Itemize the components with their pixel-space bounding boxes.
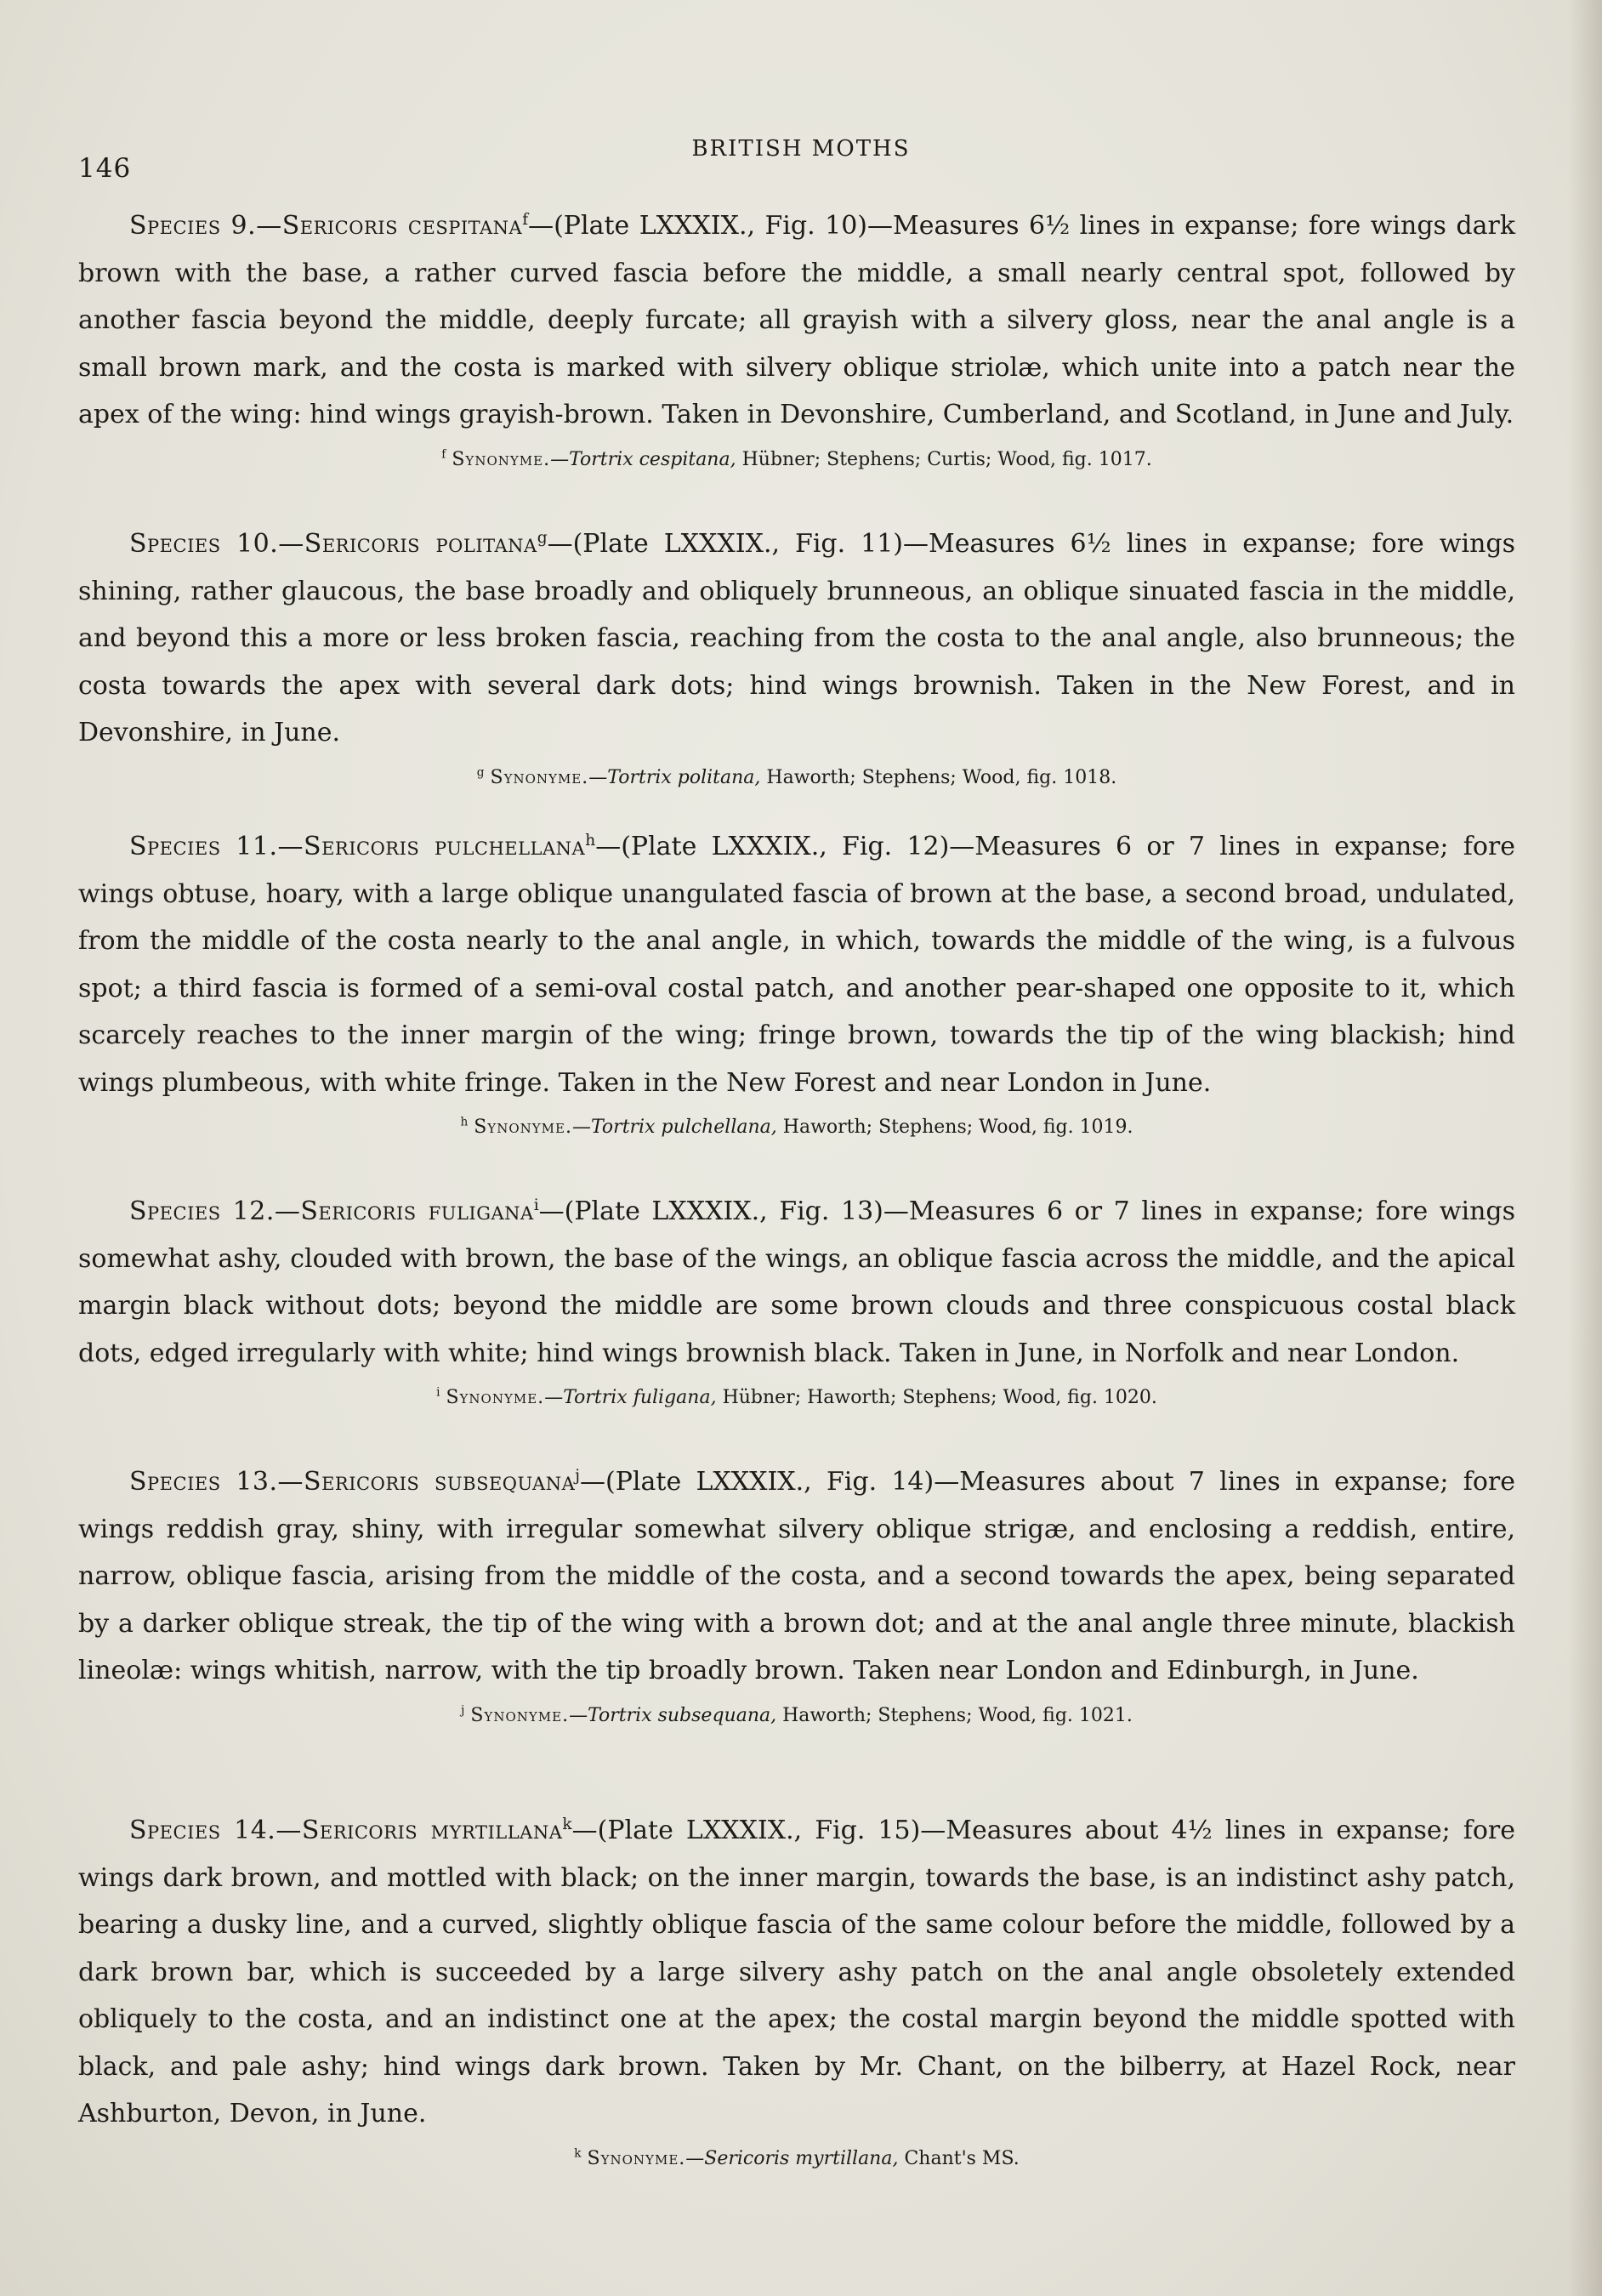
page-number: 146 [78, 153, 132, 184]
synonyme-mark: i [436, 1385, 440, 1400]
species-description [78, 1458, 1515, 1695]
footnote-mark: h [585, 832, 596, 850]
species-name: —Sericoris fuligana [274, 1196, 534, 1226]
species-name: —Sericoris subsequana [277, 1467, 576, 1497]
species-entry [78, 823, 1515, 1142]
species-label: Species 14. [129, 1816, 276, 1845]
synonyme-label: Synonyme. [474, 1117, 572, 1138]
species-description [78, 1188, 1515, 1377]
synonyme-mark: f [441, 447, 446, 462]
running-head: BRITISH MOTHS [691, 136, 911, 162]
synonyme-footnote [78, 1384, 1515, 1412]
species-entry [78, 202, 1515, 475]
synonyme-mark: j [461, 1703, 465, 1718]
species-text: —(Plate LXXXIX., Fig. 11)—Measures 6½ lines in expanse; fore wings shining, rather glaucous, the base broadly and obliquely brunneous, an oblique sinuated fascia in the middle, and beyond this a more or less broken fascia, reaching from the costa to the anal angle, also brunneous; the costa towards the apex with several dark dots; hind wings brownish. Taken in the New Forest, and in Devonshire, in June. [78, 529, 1515, 747]
species-description [78, 1807, 1515, 2138]
synonyme-refs: Chant's MS. [904, 2147, 1020, 2169]
species-description [78, 823, 1515, 1106]
footnote-mark: j [575, 1467, 581, 1485]
synonyme-footnote [78, 1113, 1515, 1142]
species-name: —Sericoris cespitana [256, 211, 523, 241]
species-label: Species 11. [129, 832, 278, 861]
synonyme-mark: g [476, 765, 485, 780]
footnote-mark: g [537, 529, 548, 547]
synonyme-name: —Tortrix fuligana, [544, 1387, 717, 1408]
species-label: Species 13. [129, 1467, 278, 1497]
species-name: —Sericoris pulchellana [277, 832, 586, 861]
synonyme-name: —Tortrix subsequana, [569, 1704, 777, 1726]
footnote-mark: f [522, 211, 529, 229]
synonyme-refs: Hübner; Haworth; Stephens; Wood, fig. 1020. [722, 1387, 1157, 1408]
synonyme-refs: Hübner; Stephens; Curtis; Wood, fig. 1017. [741, 448, 1152, 470]
species-text: —(Plate LXXXIX., Fig. 10)—Measures 6½ lines in expanse; fore wings dark brown with the base, a rather curved fascia before the middle, a small nearly central spot, followed by another fascia beyond the middle, deeply furcate; all grayish with a silvery gloss, near the anal angle is a small brown mark, and the costa is marked with silvery oblique striolæ, which unite into a patch near the apex of the wing: hind wings grayish-brown. Taken in Devonshire, Cumberland, and Scotland, in June and July. [78, 211, 1515, 429]
synonyme-label: Synonyme. [446, 1387, 545, 1408]
synonyme-label: Synonyme. [470, 1704, 570, 1726]
species-name: —Sericoris politana [278, 529, 537, 559]
synonyme-label: Synonyme. [490, 766, 589, 788]
species-label: Species 12. [129, 1196, 275, 1226]
synonyme-mark: k [574, 2146, 582, 2161]
synonyme-name: —Tortrix cespitana, [550, 448, 736, 470]
synonyme-mark: h [460, 1115, 469, 1129]
synonyme-footnote [78, 1702, 1515, 1731]
species-description [78, 520, 1515, 757]
synonyme-footnote [78, 764, 1515, 793]
species-label: Species 10. [129, 529, 279, 559]
footnote-mark: k [562, 1816, 572, 1833]
species-entry [78, 1188, 1515, 1412]
synonyme-footnote [78, 446, 1515, 475]
synonyme-label: Synonyme. [452, 448, 551, 470]
species-entry [78, 520, 1515, 793]
species-text: —(Plate LXXXIX., Fig. 15)—Measures about 4½ lines in expanse; fore wings dark brown, and mottled with black; on the inner margin, towards the base, is an indistinct ashy patch, bearing a dusky line, and a curved, slightly oblique fascia of the same colour before the middle, followed by a dark brown bar, which is succeeded by a large silvery ashy patch on the anal angle obsoletely extended obliquely to the costa, and an indistinct one at the apex; the costal margin beyond the middle spotted with black, and pale ashy; hind wings dark brown. Taken by Mr. Chant, on the bilberry, at Hazel Rock, near Ashburton, Devon, in June. [78, 1816, 1516, 2128]
species-text: —(Plate LXXXIX., Fig. 12)—Measures 6 or 7 lines in expanse; fore wings obtuse, hoary, with a large oblique unangulated fascia of brown at the base, a second broad, undulated, from the middle of the costa nearly to the anal angle, in which, towards the middle of the wing, is a fulvous spot; a third fascia is formed of a semi-oval costal patch, and another pear-shaped one opposite to it, which scarcely reaches to the inner margin of the wing; fringe brown, towards the tip of the wing blackish; hind wings plumbeous, with white fringe. Taken in the New Forest and near London in June. [78, 832, 1516, 1098]
page-edge-shadow [1568, 0, 1602, 2296]
synonyme-name: —Tortrix pulchellana, [571, 1117, 777, 1138]
footnote-mark: i [533, 1196, 539, 1214]
species-name: —Sericoris myrtillana [276, 1816, 563, 1845]
species-entry [78, 1458, 1515, 1731]
species-label: Species 9. [129, 211, 257, 241]
synonyme-refs: Haworth; Stephens; Wood, fig. 1021. [782, 1704, 1133, 1726]
synonyme-label: Synonyme. [587, 2147, 686, 2169]
synonyme-name: —Sericoris myrtillana, [685, 2147, 899, 2169]
synonyme-refs: Haworth; Stephens; Wood, fig. 1018. [766, 766, 1117, 788]
species-text: —(Plate LXXXIX., Fig. 13)—Measures 6 or 7 lines in expanse; fore wings somewhat ashy, clouded with brown, the base of the wings, an oblique fascia across the middle, and the apical margin black without dots; beyond the middle are some brown clouds and three conspicuous costal black dots, edged irregularly with white; hind wings brownish black. Taken in June, in Norfolk and near London. [78, 1196, 1515, 1368]
synonyme-footnote [78, 2145, 1515, 2174]
synonyme-refs: Haworth; Stephens; Wood, fig. 1019. [782, 1117, 1133, 1138]
species-description [78, 202, 1515, 439]
synonyme-name: —Tortrix politana, [588, 766, 761, 788]
species-entry [78, 1807, 1515, 2174]
species-text: —(Plate LXXXIX., Fig. 14)—Measures about 7 lines in expanse; fore wings reddish gray, shiny, with irregular somewhat silvery oblique strigæ, and enclosing a reddish, entire, narrow, oblique fascia, arising from the middle of the costa, and a second towards the apex, being separated by a darker oblique streak, the tip of the wing with a brown dot; and at the anal angle three minute, blackish lineolæ: wings whitish, narrow, with the tip broadly brown. Taken near London and Edinburgh, in June. [78, 1467, 1515, 1685]
